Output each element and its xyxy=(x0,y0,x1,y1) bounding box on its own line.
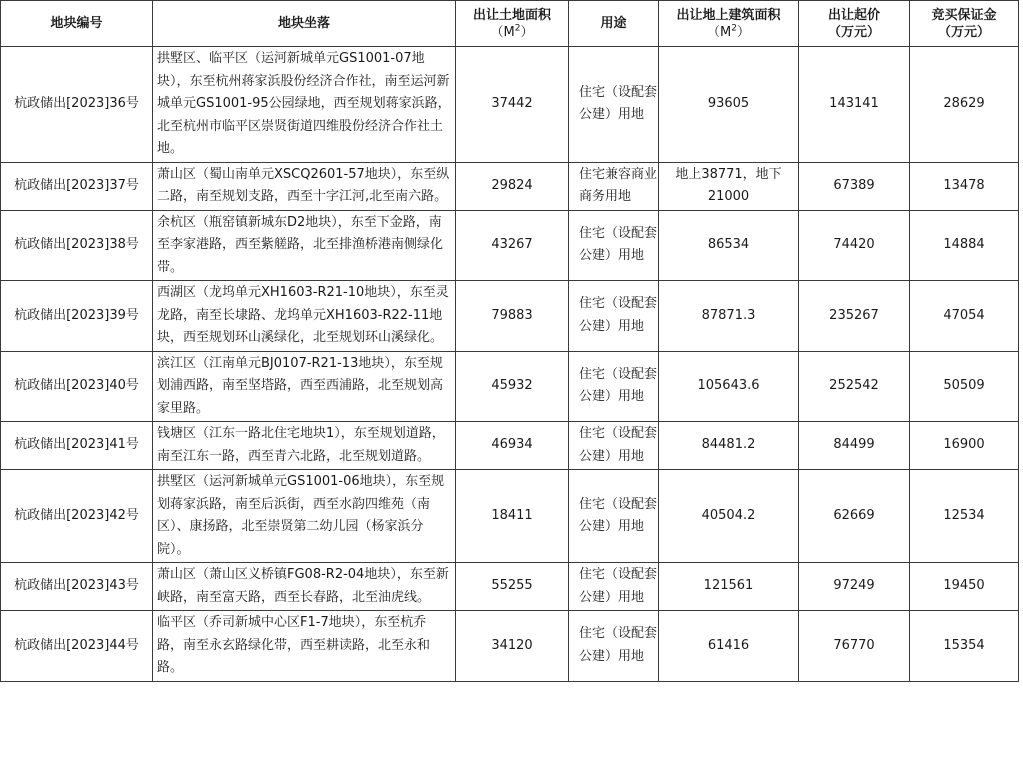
cell-land-area: 79883 xyxy=(456,281,569,352)
cell-location: 西湖区（龙坞单元XH1603-R21-10地块），东至灵龙路，南至长埭路、龙坞单元XH1603-R22-11地块，西至规划环山溪绿化，北至规划环山溪绿化。 xyxy=(153,281,456,352)
cell-use: 住宅（设配套公建）用地 xyxy=(569,611,659,682)
header-row xyxy=(1,1,1019,47)
cell-deposit: 16900 xyxy=(910,422,1019,470)
cell-location: 萧山区（蜀山南单元XSCQ2601-57地块），东至纵二路，南至规划支路，西至十字江河,北至南六路。 xyxy=(153,162,456,210)
cell-build-area: 87871.3 xyxy=(659,281,799,352)
cell-id: 杭政储出[2023]36号 xyxy=(1,47,153,163)
table-row xyxy=(1,351,1019,422)
cell-start-price: 143141 xyxy=(799,47,910,163)
cell-id: 杭政储出[2023]40号 xyxy=(1,351,153,422)
table-row xyxy=(1,470,1019,563)
table-row xyxy=(1,281,1019,352)
cell-use: 住宅（设配套公建）用地 xyxy=(569,422,659,470)
header-id: 地块编号 xyxy=(1,1,153,47)
cell-build-area: 40504.2 xyxy=(659,470,799,563)
table-row xyxy=(1,210,1019,281)
cell-land-area: 55255 xyxy=(456,563,569,611)
cell-start-price: 84499 xyxy=(799,422,910,470)
cell-deposit: 14884 xyxy=(910,210,1019,281)
table-row xyxy=(1,162,1019,210)
cell-deposit: 47054 xyxy=(910,281,1019,352)
table-row xyxy=(1,422,1019,470)
cell-deposit: 13478 xyxy=(910,162,1019,210)
cell-id: 杭政储出[2023]42号 xyxy=(1,470,153,563)
cell-build-area: 61416 xyxy=(659,611,799,682)
header-build-area: 出让地上建筑面积 $(M^2)$ xyxy=(659,1,799,47)
cell-use: 住宅（设配套公建）用地 xyxy=(569,281,659,352)
cell-start-price: 97249 xyxy=(799,563,910,611)
cell-start-price: 67389 xyxy=(799,162,910,210)
cell-deposit: 12534 xyxy=(910,470,1019,563)
cell-id: 杭政储出[2023]37号 xyxy=(1,162,153,210)
cell-land-area: 37442 xyxy=(456,47,569,163)
cell-location: 萧山区（萧山区义桥镇FG08-R2-04地块），东至新峡路，南至富天路，西至长春路，北至油虎线。 xyxy=(153,563,456,611)
cell-build-area: 地上38771，地下21000 xyxy=(659,162,799,210)
cell-use: 住宅（设配套公建）用地 xyxy=(569,470,659,563)
cell-location: 余杭区（瓶窑镇新城东D2地块），东至下金路，南至李家港路，西至紫艖路，北至排渔桥港南侧绿化带。 xyxy=(153,210,456,281)
cell-deposit: 15354 xyxy=(910,611,1019,682)
cell-start-price: 74420 xyxy=(799,210,910,281)
cell-start-price: 252542 xyxy=(799,351,910,422)
cell-start-price: 62669 xyxy=(799,470,910,563)
cell-id: 杭政储出[2023]44号 xyxy=(1,611,153,682)
table-row xyxy=(1,563,1019,611)
cell-deposit: 19450 xyxy=(910,563,1019,611)
cell-id: 杭政储出[2023]38号 xyxy=(1,210,153,281)
cell-land-area: 45932 xyxy=(456,351,569,422)
cell-location: 滨江区（江南单元BJ0107-R21-13地块），东至规划浦西路，南至坚塔路，西至西浦路，北至规划高家里路。 xyxy=(153,351,456,422)
cell-build-area: 84481.2 xyxy=(659,422,799,470)
cell-land-area: 29824 xyxy=(456,162,569,210)
cell-location: 临平区（乔司新城中心区F1-7地块），东至杭乔路，南至永玄路绿化带，西至耕读路，北至永和路。 xyxy=(153,611,456,682)
cell-use: 住宅（设配套公建）用地 xyxy=(569,563,659,611)
header-land-area: 出让土地面积 $(M^2)$ xyxy=(456,1,569,47)
cell-start-price: 235267 xyxy=(799,281,910,352)
table-row xyxy=(1,611,1019,682)
cell-id: 杭政储出[2023]41号 xyxy=(1,422,153,470)
cell-use: 住宅（设配套公建）用地 xyxy=(569,210,659,281)
cell-use: 住宅（设配套公建）用地 xyxy=(569,351,659,422)
cell-land-area: 18411 xyxy=(456,470,569,563)
table-body xyxy=(1,47,1019,682)
cell-use: 住宅兼容商业商务用地 xyxy=(569,162,659,210)
header-deposit: 竞买保证金 （万元） xyxy=(910,1,1019,47)
cell-id: 杭政储出[2023]39号 xyxy=(1,281,153,352)
cell-land-area: 34120 xyxy=(456,611,569,682)
cell-id: 杭政储出[2023]43号 xyxy=(1,563,153,611)
header-location: 地块坐落 xyxy=(153,1,456,47)
table-row xyxy=(1,47,1019,163)
cell-start-price: 76770 xyxy=(799,611,910,682)
cell-deposit: 28629 xyxy=(910,47,1019,163)
cell-build-area: 93605 xyxy=(659,47,799,163)
header-use: 用途 xyxy=(569,1,659,47)
cell-land-area: 46934 xyxy=(456,422,569,470)
cell-location: 钱塘区（江东一路北住宅地块1），东至规划道路，南至江东一路，西至青六北路，北至规划道路。 xyxy=(153,422,456,470)
cell-build-area: 86534 xyxy=(659,210,799,281)
cell-land-area: 43267 xyxy=(456,210,569,281)
cell-build-area: 105643.6 xyxy=(659,351,799,422)
cell-location: 拱墅区（运河新城单元GS1001-06地块），东至规划蒋家浜路，南至后浜街，西至水韵四维苑（南区）、康扬路，北至崇贤第二幼儿园（杨家浜分院）。 xyxy=(153,470,456,563)
cell-build-area: 121561 xyxy=(659,563,799,611)
cell-location: 拱墅区、临平区（运河新城单元GS1001-07地块），东至杭州蒋家浜股份经济合作社，南至运河新城单元GS1001-95公园绿地，西至规划蒋家浜路，北至杭州市临平区崇贤街道四维股份经济合作社土地。 xyxy=(153,47,456,163)
cell-deposit: 50509 xyxy=(910,351,1019,422)
header-start-price: 出让起价 （万元） xyxy=(799,1,910,47)
cell-use: 住宅（设配套公建）用地 xyxy=(569,47,659,163)
